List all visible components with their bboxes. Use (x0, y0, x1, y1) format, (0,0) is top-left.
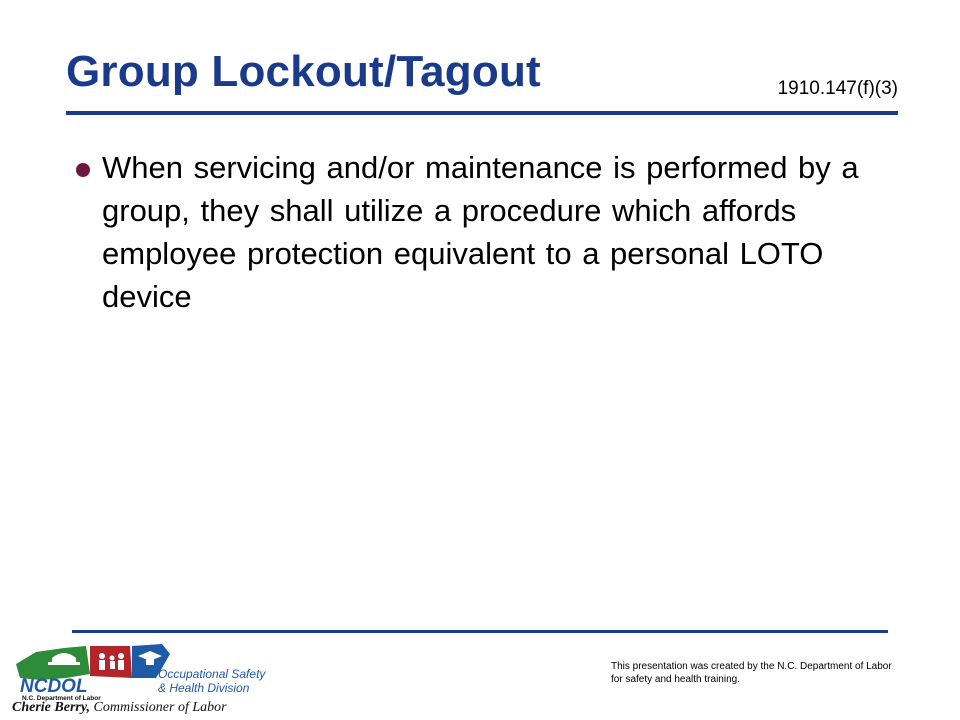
bullet-text: When servicing and/or maintenance is performed by a group, they shall utilize a procedure which affords employee protection equivalent to a personal LOTO device (102, 150, 859, 314)
footer-note: This presentation was created by the N.C. Department of Labor for safety and health training. (611, 661, 892, 685)
commissioner-tagline (12, 700, 227, 716)
division-line-1: Occupational Safety (158, 667, 266, 681)
footer-divider (72, 630, 888, 633)
regulation-citation: 1910.147(f)(3) (777, 78, 898, 99)
bullet-item (74, 146, 874, 318)
agency-name: N.C. Department of Labor (22, 695, 101, 702)
division-line-2: & Health Division (158, 681, 250, 695)
title-divider (66, 111, 898, 115)
bullet-list (74, 146, 874, 318)
agency-abbr: NCDOL (20, 676, 88, 697)
bullet-dot-icon (76, 163, 90, 177)
slide-title: Group Lockout/Tagout (66, 47, 541, 96)
commissioner-title: Commissioner of Labor (93, 700, 227, 715)
commissioner-name: Cherie Berry, (12, 700, 91, 715)
